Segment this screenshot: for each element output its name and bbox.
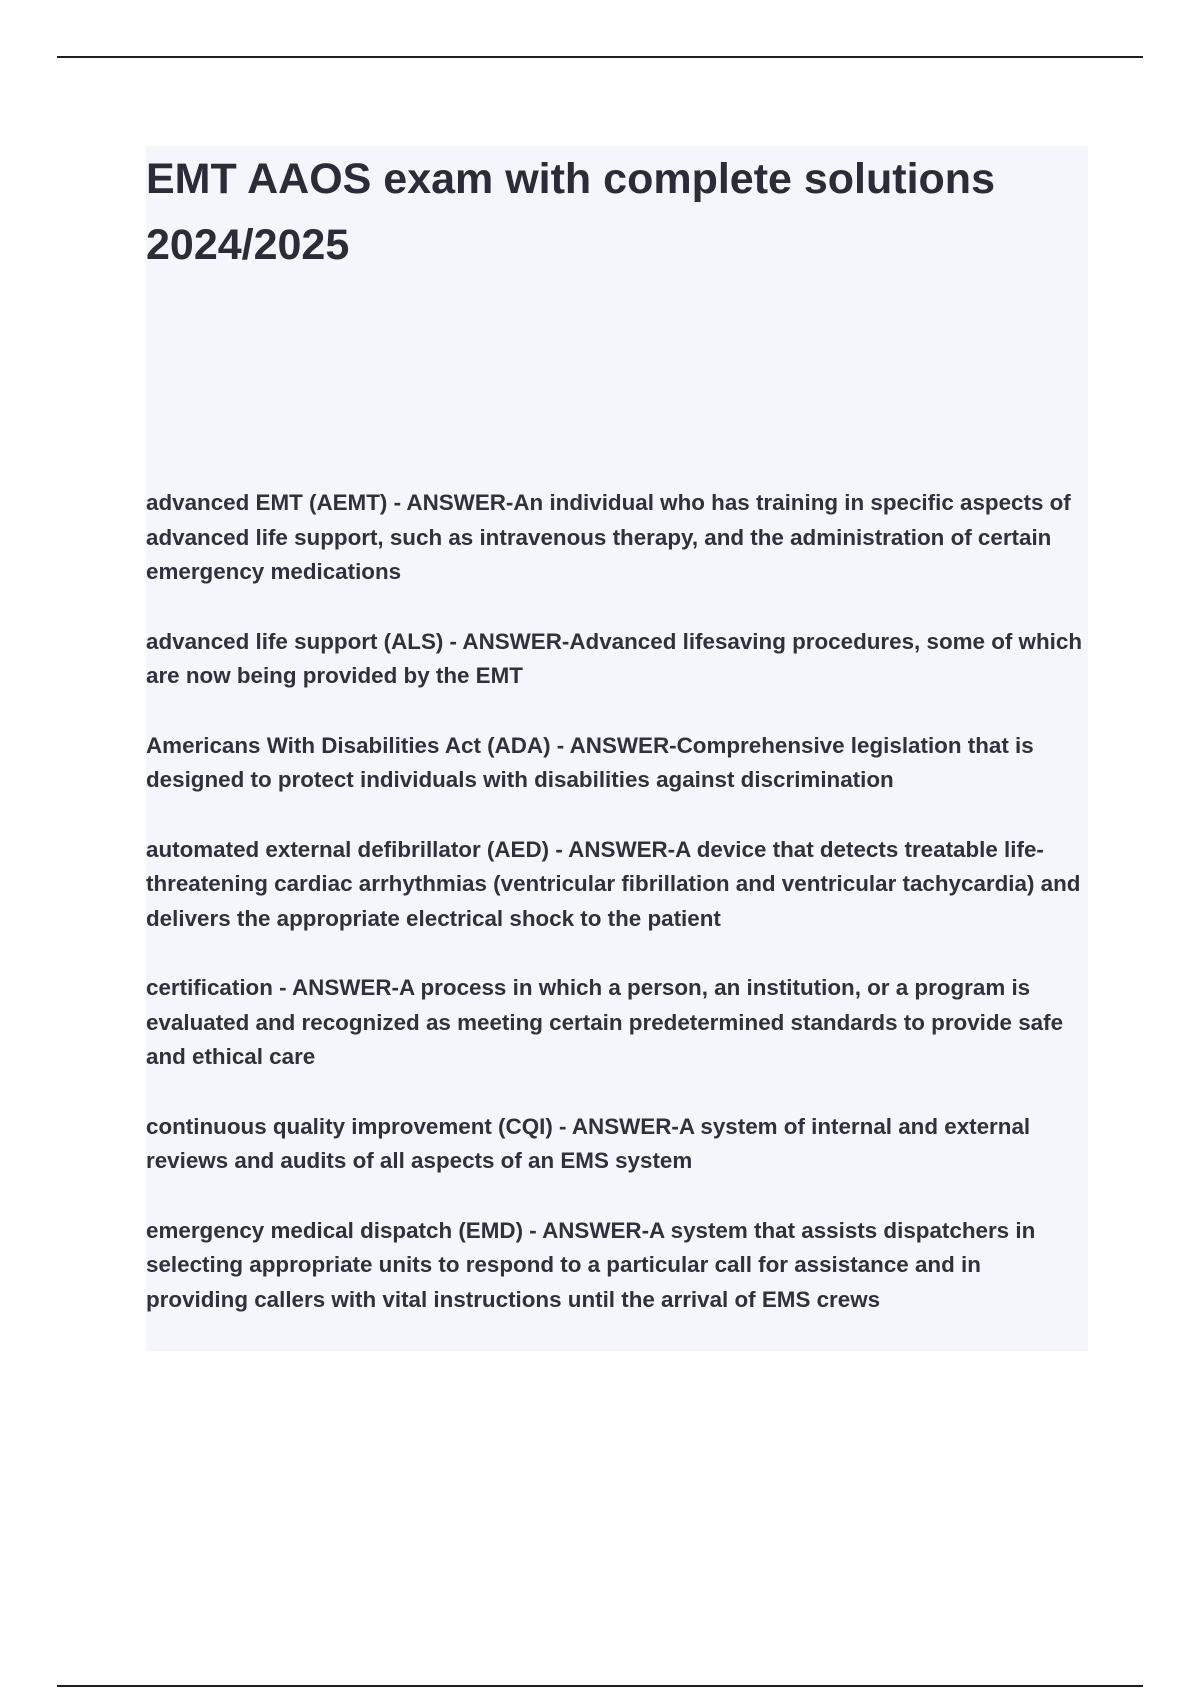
definition-entry-emd: emergency medical dispatch (EMD) - ANSWER-A system that assists dispatchers in selecting appropriate units to respond to a particular call for assistance and in providing callers with vital instructions until the arrival of EMS crews xyxy=(146,1217,1036,1312)
definition-entry-aed: automated external defibrillator (AED) - ANSWER-A device that detects treatable life-threatening cardiac arrhythmias (ventricular fibrillation and ventricular tachycardia) and delivers the appropriate electrical shock to the patient xyxy=(146,836,1081,931)
document-title: EMT AAOS exam with complete solutions 2024/2025 xyxy=(146,155,995,269)
definition-entry-ada: Americans With Disabilities Act (ADA) - ANSWER-Comprehensive legislation that is designed to protect individuals with disabilities against discrimination xyxy=(146,732,1034,792)
document-content xyxy=(146,146,1088,1351)
definition-entry-certification: certification - ANSWER-A process in which a person, an institution, or a program is evaluated and recognized as meeting certain predetermined standards to provide safe and ethical care xyxy=(146,975,1064,1069)
header-divider xyxy=(57,56,1143,58)
definition-entry-als: advanced life support (ALS) - ANSWER-Advanced lifesaving procedures, some of which are now being provided by the EMT xyxy=(146,628,1083,688)
definition-list xyxy=(146,486,1088,1352)
definition-entry-cqi: continuous quality improvement (CQI) - ANSWER-A system of internal and external reviews and audits of all aspects of an EMS system xyxy=(146,1113,1031,1173)
definition-entry-aemt: advanced EMT (AEMT) - ANSWER-An individual who has training in specific aspects of advanced life support, such as intravenous therapy, and the administration of certain emergency medications xyxy=(146,490,1071,584)
footer-divider xyxy=(57,1685,1143,1687)
